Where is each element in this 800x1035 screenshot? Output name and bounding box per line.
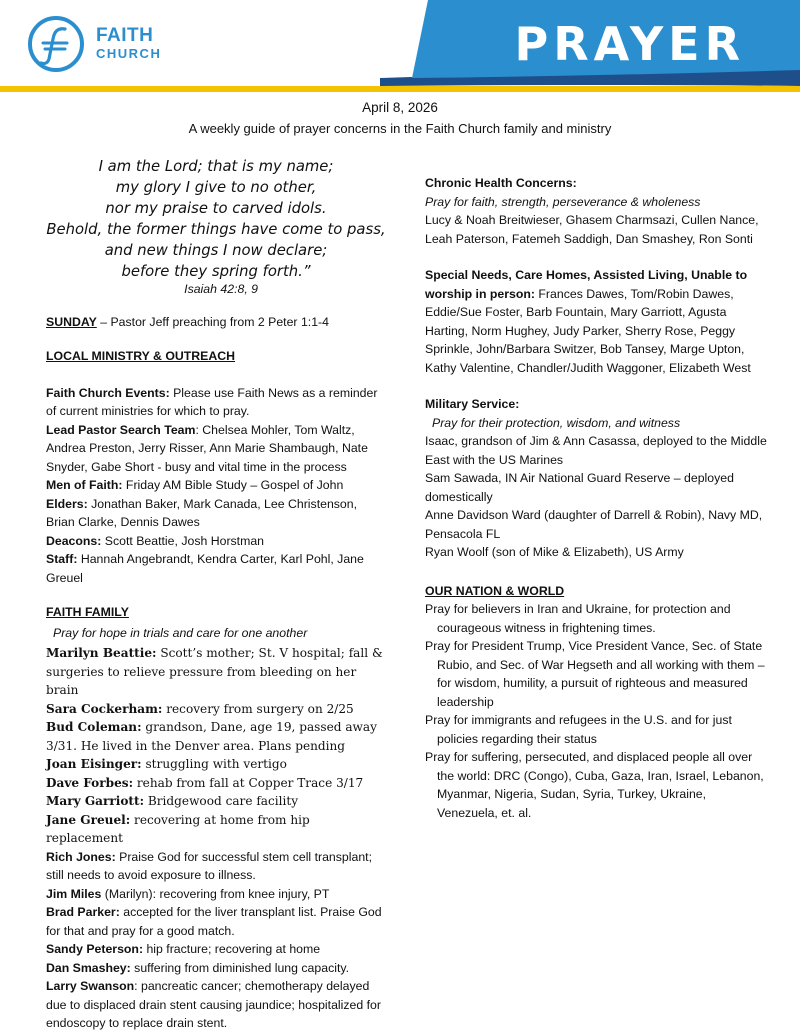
item-text: Praise God for successful stem cell transplant; still needs to avoid exposure to illness. — [46, 849, 372, 882]
list-item — [46, 811, 386, 848]
item-text: struggling with vertigo — [141, 757, 287, 771]
chronic-names: Lucy & Noah Breitwieser, Ghasem Charmsazi, Cullen Nance, Leah Paterson, Fatemeh Saddigh, Dan Smashey, Ron Sonti — [425, 213, 759, 246]
list-item: Ryan Woolf (son of Mike & Elizabeth), US Army — [425, 545, 684, 559]
item-label: Staff: — [46, 552, 78, 566]
list-item — [46, 476, 386, 495]
item-text: rehab from fall at Copper Trace 3/17 — [133, 775, 364, 790]
verse-line: and new things I now declare; — [104, 242, 328, 259]
item-label: Jane Greuel: — [46, 812, 131, 827]
local-ministry-heading: LOCAL MINISTRY & OUTREACH — [46, 349, 236, 363]
list-item — [46, 700, 386, 719]
verse-line: nor my praise to carved idols. — [105, 200, 327, 217]
logo-text — [96, 27, 161, 63]
nation-world-heading: OUR NATION & WORLD — [425, 583, 565, 598]
item-text: Jonathan Baker, Mark Canada, Lee Christenson, Brian Clarke, Dennis Dawes — [46, 496, 358, 529]
verse-reference: Isaiah 42:8, 9 — [184, 282, 258, 296]
list-item: Pray for suffering, persecuted, and displaced people all over the world: DRC (Congo), Cuba, Gaza, Iran, Israel, Lebanon, Myanmar, Nigeria, Sudan, Syria, Turkey, Ukraine, Venezuela, et. al. — [425, 750, 764, 820]
list-item: Pray for President Trump, Vice President Vance, Sec. of State Rubio, and Sec. of War Hegseth and all working with them – for wisdom, humility, a pursuit of righteous and measured leadership — [425, 639, 765, 709]
item-label: Jim Miles — [46, 886, 102, 901]
list-item — [46, 532, 386, 551]
item-label: Dan Smashey: — [46, 960, 131, 975]
chronic-heading: Chronic Health Concerns: — [425, 176, 577, 190]
faith-family-heading: FAITH FAMILY — [46, 605, 129, 619]
list-item — [46, 885, 386, 904]
military-subheading: Pray for their protection, wisdom, and witness — [432, 415, 681, 430]
list-item — [46, 550, 386, 587]
item-label: Brad Parker: — [46, 905, 120, 919]
item-text: accepted for the liver transplant list. Praise God for that and pray for a good match. — [46, 905, 382, 938]
faith-family-subheading: Pray for hope in trials and care for one another — [53, 625, 308, 640]
list-item: Pray for immigrants and refugees in the U.S. and for just policies regarding their status — [425, 713, 732, 746]
item-text: recovering at home from hip replacement — [46, 812, 310, 845]
item-text: recovery from surgery on 2/25 — [162, 701, 354, 716]
item-text: Scott Beattie, Josh Horstman — [101, 533, 265, 548]
item-label: Marilyn Beattie: — [46, 646, 157, 660]
item-text: : Chelsea Mohler, Tom Waltz, Andrea Preston, Jerry Risser, Ann Marie Shambaugh, Nate Snyder, Gabe Short - busy and vital time in the process — [46, 422, 368, 474]
item-label: Sara Cockerham: — [46, 701, 163, 716]
faith-church-logo-icon — [27, 15, 85, 73]
banner-title: PRAYER — [514, 17, 745, 71]
list-item: Anne Davidson Ward (daughter of Darrell & Robin), Navy MD, Pensacola FL — [425, 508, 763, 541]
faith-family-list — [46, 644, 386, 1033]
page-header — [0, 0, 800, 92]
page-subtitle: A weekly guide of prayer concerns in the Faith Church family and ministry — [188, 121, 612, 136]
list-item — [46, 774, 386, 793]
list-item — [46, 384, 386, 421]
item-label: Rich Jones: — [46, 849, 116, 864]
verse-line: my glory I give to no other, — [115, 179, 317, 196]
sunday-note — [46, 313, 386, 332]
item-label: Bud Coleman: — [46, 720, 142, 734]
list-item — [46, 977, 386, 1033]
item-label: Faith Church Events: — [46, 385, 170, 400]
list-item — [46, 644, 386, 700]
list-item — [46, 848, 386, 885]
chronic-subheading: Pray for faith, strength, perseverance & wholeness — [425, 194, 701, 209]
item-text: : pancreatic cancer; chemotherapy delayed due to displaced drain stent causing jaundice; hospitalized for endoscopy to replace drain stent. — [46, 979, 381, 1030]
item-text: Hannah Angebrandt, Kendra Carter, Karl Pohl, Jane Greuel — [46, 552, 364, 585]
list-item — [46, 495, 386, 532]
list-item: Sam Sawada, IN Air National Guard Reserve – deployed domestically — [425, 471, 734, 504]
sunday-label: SUNDAY — [46, 314, 97, 329]
item-label: Lead Pastor Search Team — [46, 422, 196, 437]
right-column — [425, 174, 770, 822]
list-item — [46, 940, 386, 959]
item-text: (Marilyn): recovering from knee injury, PT — [101, 886, 330, 901]
list-item — [46, 755, 386, 774]
item-text: hip fracture; recovering at home — [143, 942, 321, 956]
list-item — [46, 792, 386, 811]
logo-line-church: CHURCH — [96, 46, 162, 61]
list-item: Isaac, grandson of Jim & Ann Casassa, deployed to the Middle East with the US Marines — [425, 434, 767, 467]
special-needs-names: Frances Dawes, Tom/Robin Dawes, Eddie/Sue Foster, Barb Fountain, Mary Garriott, Agusta Harting, Norm Hughey, Judy Parker, Sherry Rose, Peggy Sprinkle, John/Barbara Switzer, Bob Tansey, Marge Upton, Kathy Valentine, Chandler/Judith Waggoner, Elizabeth West — [425, 286, 751, 375]
list-item — [46, 718, 386, 755]
issue-date: April 8, 2026 — [362, 100, 438, 115]
military-heading: Military Service: — [425, 397, 520, 411]
item-text: Please use Faith News as a reminder of current ministries for which to pray. — [46, 385, 378, 418]
item-text: Friday AM Bible Study – Gospel of John — [122, 478, 344, 492]
list-item — [46, 959, 386, 978]
verse-line: Behold, the former things have come to pass, — [46, 221, 386, 238]
item-label: Joan Eisinger: — [46, 757, 142, 771]
list-item: Pray for believers in Iran and Ukraine, for protection and courageous witness in frightening times. — [425, 602, 731, 635]
banner-yellow-stripe — [0, 86, 800, 92]
item-label: Sandy Peterson: — [46, 942, 144, 956]
item-label: Dave Forbes: — [46, 775, 134, 790]
special-needs-heading: Special Needs, Care Homes, Assisted Living, Unable to worship in person: — [425, 268, 748, 301]
scripture-verse — [38, 156, 394, 282]
item-label: Larry Swanson — [46, 979, 135, 993]
item-text: Scott’s mother; St. V hospital; fall & surgeries to relieve pressure from bleeding on her brain — [46, 646, 383, 697]
logo-line-faith: FAITH — [96, 25, 154, 46]
left-column — [46, 156, 386, 1033]
item-text: grandson, Dane, age 19, passed away 3/31. He lived in the Denver area. Plans pending — [46, 720, 377, 753]
item-label: Elders: — [46, 496, 88, 511]
list-item — [46, 903, 386, 940]
item-label: Mary Garriott: — [46, 794, 145, 808]
verse-line: I am the Lord; that is my name; — [98, 158, 334, 175]
list-item — [46, 421, 386, 477]
special-needs-block — [425, 266, 770, 377]
item-text: Bridgewood care facility — [144, 794, 299, 808]
verse-line: before they spring forth.” — [121, 263, 311, 280]
item-label: Deacons: — [46, 533, 102, 548]
sunday-text: – Pastor Jeff preaching from 2 Peter 1:1-4 — [96, 314, 329, 329]
local-ministry-list — [46, 384, 386, 588]
item-label: Men of Faith: — [46, 478, 123, 492]
item-text: suffering from diminished lung capacity. — [130, 960, 350, 975]
